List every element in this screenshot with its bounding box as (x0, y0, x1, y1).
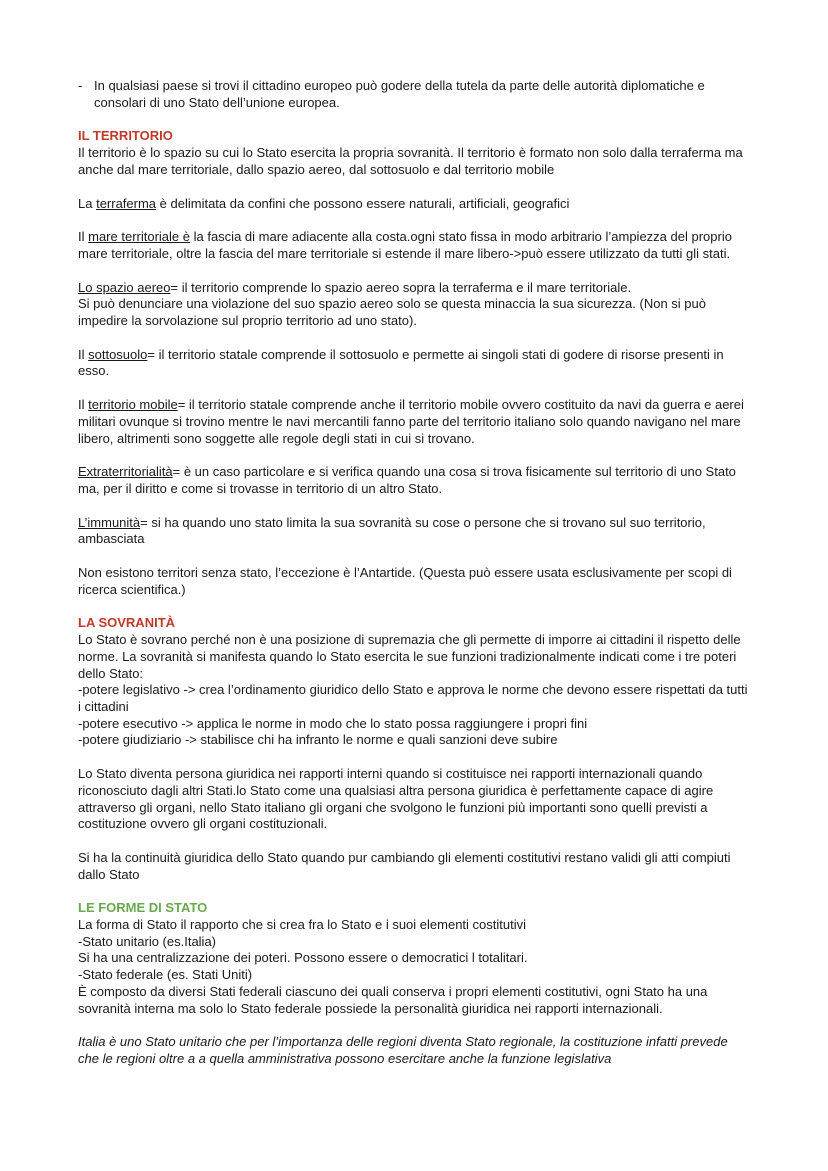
territorio-mobile-paragraph (78, 397, 750, 447)
text-span: = si ha quando uno stato limita la sua sovranità su cose o persone che si trovano sul suo territorio, ambasciata (78, 514, 706, 547)
intro-bullet (78, 78, 750, 111)
text-span: = il territorio statale comprende il sottosuolo e permette ai singoli stati di godere di risorse presenti in esso. (78, 346, 724, 379)
text-span: la fascia di mare adiacente alla costa.ogni stato fissa in modo arbitrario l’ampiezza del proprio mare territoriale, oltre la fascia del mare territoriale si estende il mare libero->può essere utilizzato da tutti gli stati. (78, 229, 732, 261)
text-span: = il territorio comprende lo spazio aereo sopra la terraferma e il mare territoriale. (170, 279, 632, 295)
text-span: Il (78, 397, 89, 413)
forme-line: -Stato federale (es. Stati Uniti) (78, 967, 253, 983)
sovranita-intro: Lo Stato è sovrano perché non è una posizione di supremazia che gli permette di imporre ai cittadini il rispetto delle norme. La sovranità si manifesta quando lo Stato esercita le sue funzioni tradizionalmente indicati come i tre poteri dello Stato: (78, 632, 741, 681)
continuita-paragraph: Si ha la continuità giuridica dello Stato quando pur cambiando gli elementi costitutivi restano validi gli atti compiuti dallo Stato (78, 849, 731, 882)
term-mare-territoriale: mare territoriale è (88, 229, 190, 245)
territorio-intro: Il territorio è lo spazio su cui lo Stato esercita la propria sovranità. Il territorio è formato non solo dalla terraferma ma anche dal mare territoriale, dallo spazio aereo, dal sottosuolo e dal territorio mobile (78, 145, 743, 177)
persona-giuridica-paragraph: Lo Stato diventa persona giuridica nei rapporti interni quando si costituisce nei rapporti internazionali quando riconosciuto dagli altri Stati.lo Stato come una qualsiasi altra persona giuridica è perfettamente capace di agire attraverso gli organi, nello Stato italiano gli organi che svolgono le funzioni più importanti sono quelli previsti a costituzione ovvero gli organi costituzionali. (78, 766, 714, 832)
intro-bullet-text: In qualsiasi paese si trovi il cittadino europeo può godere della tutela da parte delle autorità diplomatiche e consolari di uno Stato dell’unione europea. (94, 78, 705, 110)
spazio-aereo-line2: Si può denunciare una violazione del suo spazio aereo solo se questa minaccia la sua sicurezza. (Non si può impedire la sorvolazione sul proprio territorio ad uno stato). (78, 296, 706, 329)
text-span: = il territorio statale comprende anche il territorio mobile ovvero costituito da navi da guerra e aerei militari ovunque si trovino mentre le navi mercantili fanno parte del territorio italiano solo quando navigano nel mare libero, altrimenti sono soggette alle regole degli stati in cui si trovano. (78, 397, 744, 446)
bullet-dash: - (78, 78, 83, 93)
text-span: Il (78, 346, 89, 362)
term-immunita: L’immunità (78, 514, 141, 530)
forme-line: -Stato unitario (es.Italia) (78, 933, 217, 949)
document-page (78, 78, 750, 1068)
text-span: = è un caso particolare e si verifica quando una cosa si trova fisicamente sul territorio di uno Stato ma, per il diritto e come si trovasse in territorio di un altro Stato. (78, 464, 736, 496)
term-territorio-mobile: territorio mobile (88, 397, 178, 413)
extraterritorialita-paragraph (78, 464, 750, 497)
potere-legislativo: -potere legislativo -> crea l’ordinamento giuridico dello Stato e approva le norme che devono essere rispettati da tutti i cittadini (78, 682, 748, 714)
spazio-aereo-paragraph (78, 280, 750, 297)
potere-esecutivo: -potere esecutivo -> applica le norme in modo che lo stato possa raggiungere i propri fini (78, 715, 588, 731)
immunita-paragraph (78, 515, 750, 548)
italia-paragraph: Italia è uno Stato unitario che per l’importanza delle regioni diventa Stato regionale, la costituzione infatti prevede che le regioni oltre a a quella amministrativa possono esercitare anche la funzione legislativa (78, 1034, 728, 1066)
terraferma-paragraph (78, 196, 750, 213)
forme-line: È composto da diversi Stati federali ciascuno dei quali conserva i propri elementi costitutivi, ogni Stato ha una sovranità interna ma solo lo Stato federale possiede la personalità giuridica nei rapporti internazionali. (78, 983, 708, 1016)
forme-line: Si ha una centralizzazione dei poteri. Possono essere o democratici l totalitari. (78, 950, 528, 966)
term-sottosuolo: sottosuolo (88, 346, 148, 362)
heading-sovranita: LA SOVRANITÀ (78, 615, 176, 631)
text-span: La (78, 195, 97, 211)
sottosuolo-paragraph (78, 347, 750, 380)
heading-forme-di-stato: LE FORME DI STATO (78, 900, 208, 916)
heading-territorio: IL TERRITORIO (78, 128, 173, 144)
antartide-paragraph: Non esistono territori senza stato, l’eccezione è l’Antartide. (Questa può essere usata esclusivamente per scopi di ricerca scientifica.) (78, 565, 732, 597)
text-span: è delimitata da confini che possono essere naturali, artificiali, geografici (156, 195, 570, 211)
potere-giudiziario: -potere giudiziario -> stabilisce chi ha infranto le norme e quali sanzioni deve subire (78, 732, 558, 748)
mare-paragraph (78, 229, 750, 262)
forme-line: La forma di Stato il rapporto che si crea fra lo Stato e i suoi elementi costitutivi (78, 917, 526, 933)
term-spazio-aereo: Lo spazio aereo (78, 279, 171, 295)
term-extraterritorialita: Extraterritorialità (78, 464, 173, 480)
term-terraferma: terraferma (96, 195, 157, 211)
text-span: Il (78, 229, 89, 245)
